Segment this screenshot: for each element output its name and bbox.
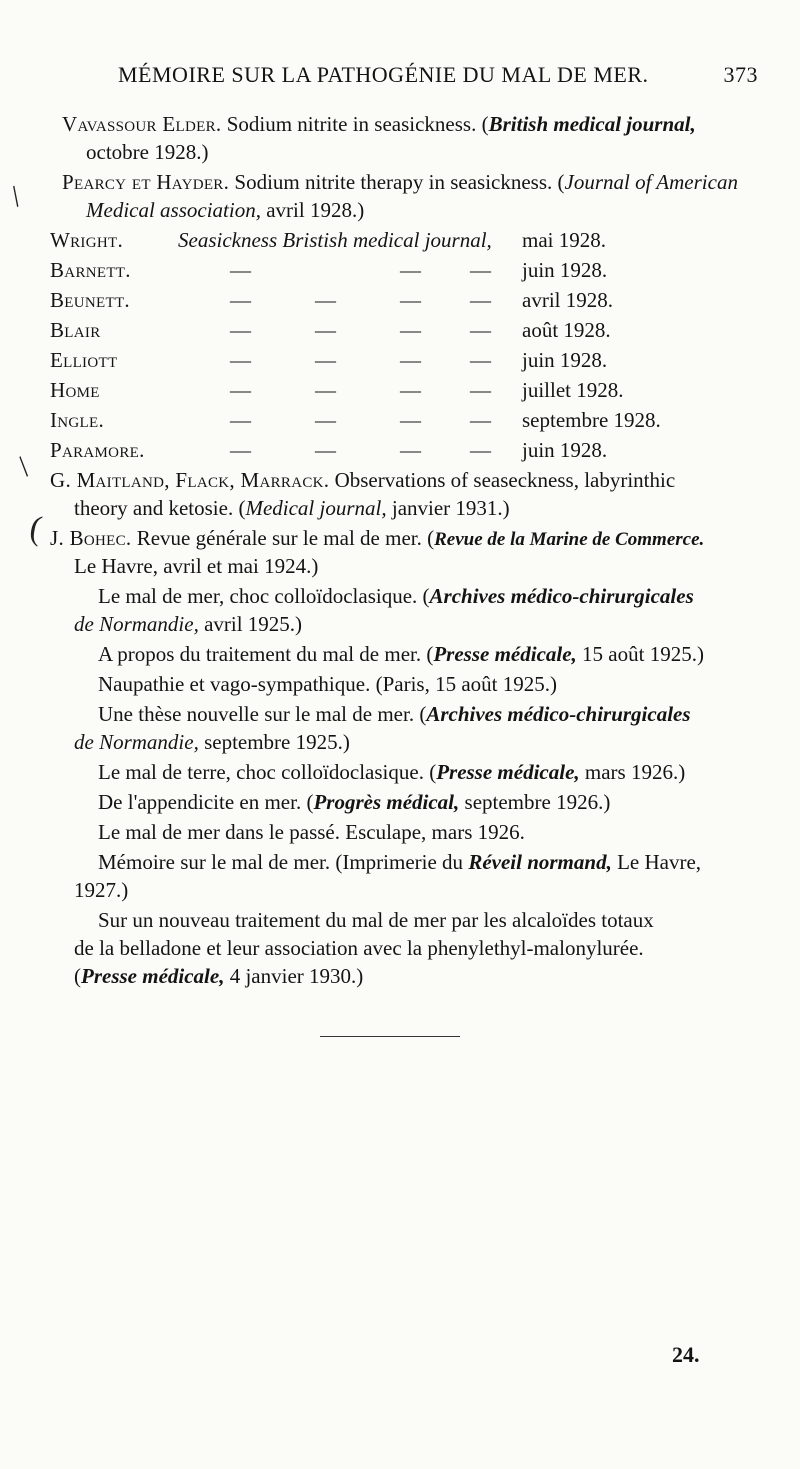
ref-maitland-line2: theory and ketosie. (Medical journal, janvier 1931.) [74,496,510,520]
table-row: Home — — — — juillet 1928. [50,378,624,402]
signature-mark: 24. [672,1342,700,1367]
ref-bohec-work8-line2: 1927.) [74,878,129,902]
ref-bohec-work3: Naupathie et vago-sympathique. (Paris, 15 août 1925.) [98,672,557,696]
margin-mark: / [4,180,28,213]
margin-mark: / [10,451,38,482]
margin-mark: ( [26,509,45,548]
ref-bohec-work9-line3: (Presse médicale, 4 janvier 1930.) [74,964,364,988]
ref-bohec-work7: Le mal de mer dans le passé. Esculape, mars 1926. [98,820,525,844]
ref-bohec-work4: Une thèse nouvelle sur le mal de mer. (Archives médico-chirurgicales [98,702,691,726]
ref-bohec-line2: Le Havre, avril et mai 1924.) [74,554,319,578]
ref-vavassour-line2: octobre 1928.) [86,140,209,164]
ref-vavassour-line1: Vavassour Elder. Sodium nitrite in seasickness. (British medical journal, [62,112,696,136]
table-row: Paramore. — — — — juin 1928. [50,438,608,462]
ref-bohec-work2: A propos du traitement du mal de mer. (Presse médicale, 15 août 1925.) [98,642,704,666]
ref-maitland-line1: G. Maitland, Flack, Marrack. Observations of seaseckness, labyrinthic [50,468,676,492]
ref-bohec-work5: Le mal de terre, choc colloïdoclasique. (Presse médicale, mars 1926.) [98,760,686,784]
table-row: Beunett. — — — — avril 1928. [50,288,613,312]
table-row: Blair — — — — août 1928. [50,318,611,342]
table-row: Barnett. — — — juin 1928. [50,258,608,282]
table-row: Ingle. — — — — septembre 1928. [50,408,661,432]
ref-bohec-work8: Mémoire sur le mal de mer. (Imprimerie du Réveil normand, Le Havre, [98,850,702,874]
ref-bohec-line1: J. Bohec. Revue générale sur le mal de mer. (Revue de la Marine de Commerce. [50,526,705,550]
running-title: MÉMOIRE SUR LA PATHOGÉNIE DU MAL DE MER. [118,62,649,87]
ref-wright-row: Wright. Seasickness Bristish medical journal, mai 1928. [50,228,606,252]
ref-bohec-work9-line1: Sur un nouveau traitement du mal de mer par les alcaloïdes totaux [98,908,654,932]
ref-pearcy-line2: Medical association, avril 1928.) [86,198,365,222]
page-number: 373 [723,62,758,87]
ref-pearcy-line1: Pearcy et Hayder. Sodium nitrite therapy in seasickness. (Journal of American [62,170,738,194]
ref-bohec-work1: Le mal de mer, choc colloïdoclasique. (Archives médico-chirurgicales [98,584,694,608]
table-row: Elliott — — — — juin 1928. [50,348,608,372]
ref-bohec-work4-line2: de Normandie, septembre 1925.) [74,730,350,754]
section-rule [320,1036,460,1037]
ref-bohec-work1-line2: de Normandie, avril 1925.) [74,612,303,636]
ref-bohec-work6: De l'appendicite en mer. (Progrès médical, septembre 1926.) [98,790,611,814]
ref-bohec-work9-line2: de la belladone et leur association avec la phenylethyl-malonylurée. [74,936,644,960]
